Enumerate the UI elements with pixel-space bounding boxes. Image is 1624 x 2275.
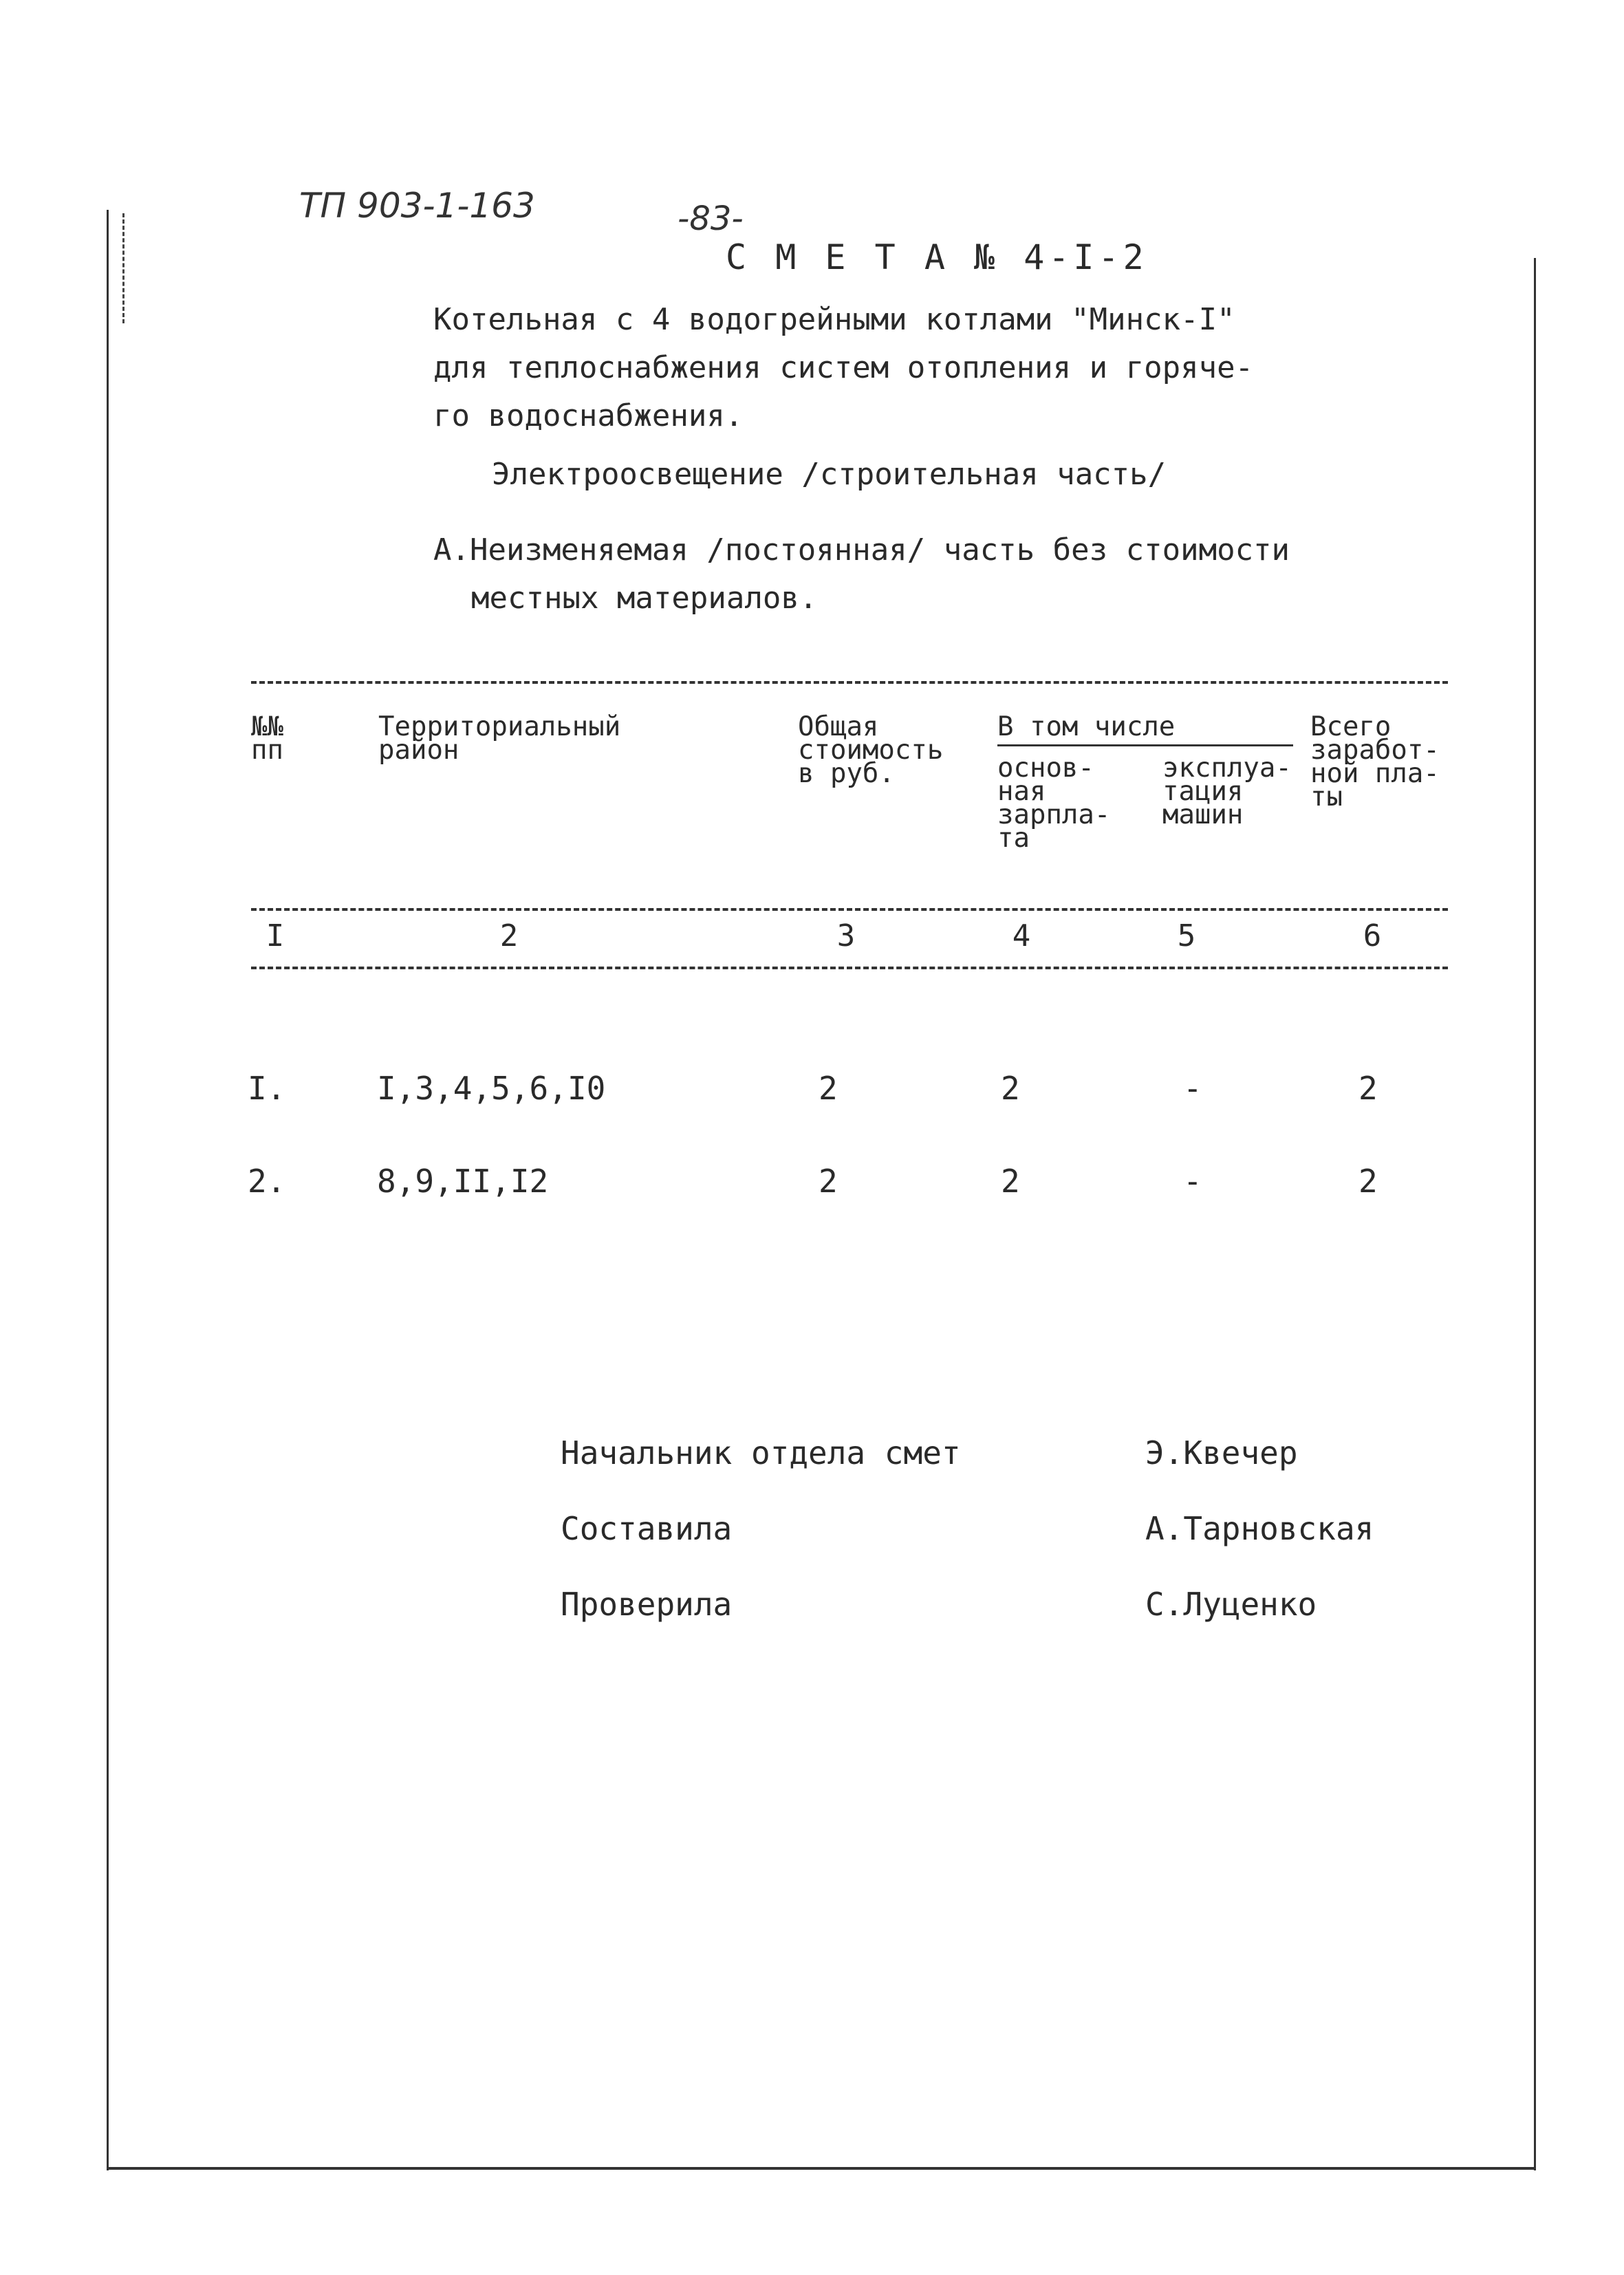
column-number-6: 6 — [1363, 918, 1382, 953]
row-total-wages: 2 — [1358, 1163, 1378, 1200]
document-code: ТП 903-1-163 — [299, 186, 535, 226]
column-number-5: 5 — [1177, 918, 1196, 953]
column-number-4: 4 — [1012, 918, 1031, 953]
header-col-number: №№ пп — [251, 711, 283, 766]
column-number-1: I — [266, 918, 285, 953]
row-total-cost: 2 — [819, 1163, 838, 1200]
row-number: 2. — [248, 1163, 286, 1200]
header-bottom-rule — [251, 908, 1448, 911]
section-title-line-1: А.Неизменяемая /постоянная/ часть без стоимости — [433, 532, 1290, 568]
header-group-underline — [997, 744, 1293, 746]
row-total-cost: 2 — [819, 1070, 838, 1107]
row-total-wages: 2 — [1358, 1070, 1378, 1107]
page-frame-left — [107, 210, 109, 2170]
row-region: 8,9,II,I2 — [377, 1163, 549, 1200]
header-col-total-cost: Общая стоимость в руб. — [798, 711, 944, 789]
page-frame-right — [1534, 258, 1536, 2170]
header-col-machines: эксплуа- тация машин — [1162, 753, 1292, 830]
description-line-1: Котельная с 4 водогрейными котлами "Минск-I" — [433, 302, 1235, 337]
table-top-rule — [251, 681, 1448, 684]
page-margin-dash — [122, 213, 124, 323]
page-number: -83- — [678, 200, 744, 238]
column-numbers-rule — [251, 967, 1448, 969]
description-line-3: го водоснабжения. — [433, 398, 744, 433]
description-line-2: для теплоснабжения систем отопления и горяче- — [433, 350, 1254, 385]
column-number-3: 3 — [836, 918, 856, 953]
signature-name-head: Э.Квечер — [1145, 1434, 1298, 1471]
document-title: С М Е Т А № 4-I-2 — [726, 237, 1148, 277]
row-number: I. — [248, 1070, 286, 1107]
header-group-including: В том числе — [997, 711, 1176, 742]
signature-role-compiled: Составила — [561, 1510, 733, 1547]
section-title-line-2: местных материалов. — [471, 581, 818, 616]
row-region: I,3,4,5,6,I0 — [377, 1070, 606, 1107]
page-frame-bottom — [107, 2167, 1536, 2170]
header-col-salary: основ- ная зарпла- та — [997, 753, 1111, 854]
row-machines: - — [1183, 1070, 1202, 1107]
header-col-region: Территориальный район — [378, 711, 621, 766]
subtitle: Электроосвещение /строительная часть/ — [492, 457, 1167, 492]
signature-role-head: Начальник отдела смет — [561, 1434, 961, 1471]
row-machines: - — [1183, 1163, 1202, 1200]
row-salary: 2 — [1001, 1070, 1020, 1107]
signature-role-checked: Проверила — [561, 1586, 733, 1623]
signature-name-checked: С.Луценко — [1145, 1586, 1317, 1623]
row-salary: 2 — [1001, 1163, 1020, 1200]
signature-name-compiled: А.Тарновская — [1145, 1510, 1374, 1547]
column-number-2: 2 — [499, 918, 519, 953]
header-col-total-wages: Всего заработ- ной пла- ты — [1310, 711, 1440, 812]
